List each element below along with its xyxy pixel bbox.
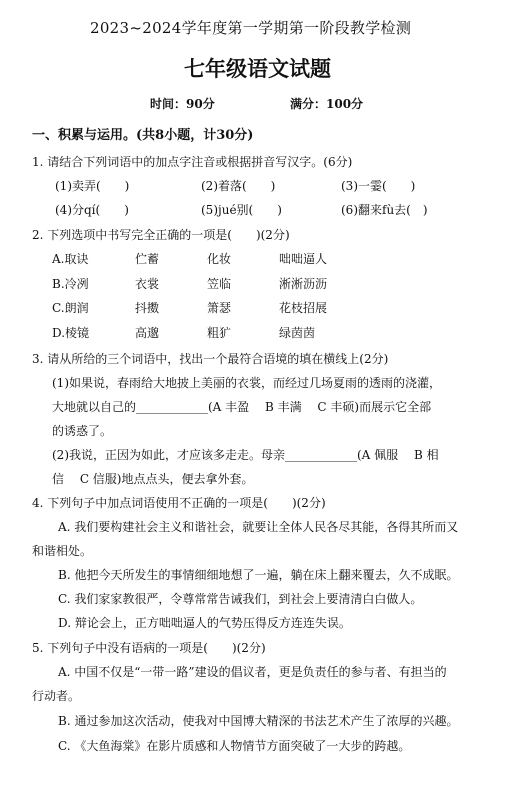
option-word: 粗犷	[207, 326, 232, 340]
question-3-stem: 3. 请从所给的三个词语中，找出一个最符合语境的填在横线上(2分)	[32, 352, 389, 366]
question-4-option-b: B. 他把今天所发生的事情细细地想了一遍，躺在床上翻来覆去，久不成眠。	[58, 568, 459, 582]
question-3-text: 大地就以自己的____________(A 丰盈 B 丰满 C 丰硕)而展示它全部	[52, 400, 432, 414]
question-1-stem: 1. 请结合下列词语中的加点字注音或根据拼音写汉字。(6分)	[32, 155, 353, 169]
question-1-item: (5)jué别( )	[201, 203, 282, 217]
question-5-option-a: 行动者。	[32, 689, 81, 703]
option-word: B.冷冽	[52, 277, 89, 291]
question-3-text: 的诱惑了。	[52, 424, 113, 438]
question-1-item: (6)翻来fù去( )	[341, 203, 428, 217]
question-1-item: (3)一霎( )	[341, 179, 416, 193]
option-word: 花枝招展	[279, 301, 328, 315]
exam-score: 满分：100分	[290, 97, 364, 111]
question-4-option-c: C. 我们家家教很严，令尊常常告诫我们，到社会上要清清白白做人。	[58, 592, 423, 606]
option-word: 高邈	[135, 326, 160, 340]
option-word: 绿茵茵	[279, 326, 316, 340]
question-4-option-a: A. 我们要构建社会主义和谐社会，就要让全体人民各尽其能，各得其所而又	[58, 520, 459, 534]
page-title: 七年级语文试题	[184, 56, 331, 81]
question-5-option-c: C. 《大鱼海棠》在影片质感和人物情节方面突破了一大步的跨越。	[58, 739, 411, 753]
question-5-stem: 5. 下列句子中没有语病的一项是( )(2分)	[32, 641, 266, 655]
option-word: 淅淅沥沥	[279, 277, 328, 291]
option-word: 伫蓄	[135, 252, 160, 266]
option-word: 箫瑟	[207, 301, 232, 315]
option-word: 抖擞	[135, 301, 160, 315]
question-1-item: (1)卖弄( )	[55, 179, 130, 193]
question-2-stem: 2. 下列选项中书写完全正确的一项是( )(2分)	[32, 228, 290, 242]
option-word: 咄咄逼人	[279, 252, 328, 266]
question-5-option-a: A. 中国不仅是“一带一路”建设的倡议者，更是负责任的参与者、有担当的	[58, 665, 447, 679]
question-4-option-a: 和谐相处。	[32, 544, 93, 558]
question-3-text: 信 C 信服)地点点头，便去拿外套。	[52, 472, 254, 486]
question-1-item: (2)着落( )	[201, 179, 276, 193]
option-word: A.取诀	[52, 252, 89, 266]
option-word: D.棱镜	[52, 326, 90, 340]
question-4-option-d: D. 辩论会上，正方咄咄逼人的气势压得反方连连失误。	[58, 616, 351, 630]
exam-time: 时间：90分	[150, 97, 215, 111]
exam-header: 2023~2024学年度第一学期第一阶段教学检测	[90, 19, 412, 37]
question-3-text: (2)我说，正因为如此，才应该多走走。母亲____________(A 佩服 B 相	[52, 448, 439, 462]
question-4-stem: 4. 下列句子中加点词语使用不正确的一项是( )(2分)	[32, 496, 326, 510]
option-word: 化妆	[207, 252, 232, 266]
question-5-option-b: B. 通过参加这次活动，使我对中国博大精深的书法艺术产生了浓厚的兴趣。	[58, 714, 459, 728]
question-3-text: (1)如果说，春雨给大地披上美丽的衣裳，而经过几场夏雨的透雨的浇灌，	[52, 376, 442, 390]
option-word: C.朗润	[52, 301, 89, 315]
option-word: 衣裳	[135, 277, 160, 291]
section-heading: 一、积累与运用。(共8小题，计30分)	[32, 128, 254, 143]
option-word: 笠临	[207, 277, 232, 291]
question-1-item: (4)分qí( )	[55, 203, 129, 217]
